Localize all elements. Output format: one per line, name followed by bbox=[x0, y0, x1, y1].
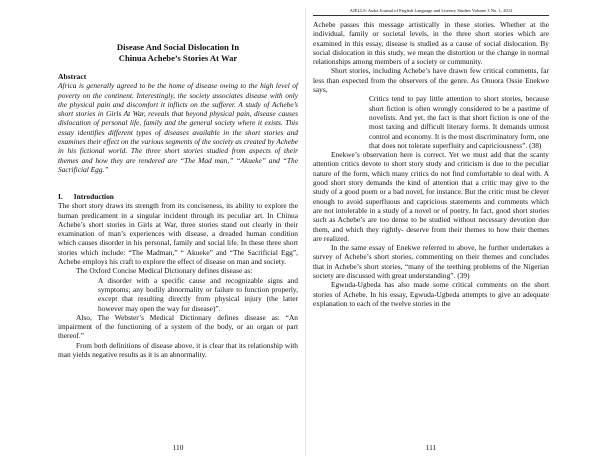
intro-paragraph: The short story draws its strength from its conciseness, its ability to explore the human predicament in a singular incident through its peculiar art. In Chinua Achebe’s short stories in Girls at War, three stories stand out clearly in their examination of man’s experiences with disease, a dreaded human condition which causes disorder in his personal, family and social life. In these three short stories which include: “The Madman,” “ Akueke” and “The Sacrificial Egg”, Achebe employs his craft to explore the effect of disease on man and society. bbox=[58, 201, 298, 267]
abstract-block bbox=[58, 72, 298, 174]
paragraph-3: Enekwe’s observation here is correct. Yet we must add that the scanty attention critics devote to short story study and criticism is due to the peculiar nature of the form, which many critics do not find comfortable to deal with. A good short story demands the kind of attention that a critic may give to the study of a good poem or a bad novel, for instance. But the critic must be clever enough to avoid superfluous and capricious statements and comments which are not intolerable in a study of a novel or of poetry. In fact, good short stories such as Achebe’s are too dense to be studied without necessary devotion due them, and which they rightly- deserve from their themes to how their themes are realized. bbox=[313, 150, 549, 243]
paragraph-2: Short stories, including Achebe’s have drawn few critical comments, far less than expected from the observers of the genre. As Onuora Ossie Enekwe says, bbox=[313, 66, 549, 95]
paragraph-1: Achebe passes this message artistically in these stories. Whether at the individual, family or societal levels, in the three short stories which are examined in this essay, disease is studied as a cause of social dislocation. By social dislocation in this study, we mean the distortion or the change in normal relationships among members of a society or community. bbox=[313, 20, 549, 67]
final-paragraph: From both definitions of disease above, it is clear that its relationship with man yields negative results as it is an abnormality. bbox=[58, 340, 298, 360]
journal-header: AJELLS: Awka Journal of English Language and Literary Studies Volume 3 No. 1, 2012 bbox=[313, 8, 549, 16]
paragraph-5: Egwuda-Ugbeda has also made some critical comments on the short stories of Achebe. In his essay, Egwuda-Ugbeda attempts to give an adequate explanation to each of the twelve stories in the bbox=[313, 280, 549, 308]
page-number-right: 111 bbox=[425, 442, 437, 452]
introduction-block bbox=[58, 192, 298, 359]
title-line-1: Disease And Social Dislocation In bbox=[116, 42, 240, 52]
enekwe-quote: Critics tend to pay little attention to short stories, because short fiction is often wrongly considered to be a pastime of novelists. And yet, the fact is that short fiction is one of the most taxing and difficult literary forms. It demands utmost control and economy. It is the most discriminatory form, one that does not tolerate superfluity and capriciousness”. (38) bbox=[369, 94, 549, 150]
title-line-2: Chinua Achebe’s Stories At War bbox=[118, 53, 238, 63]
abstract-text: Africa is generally agreed to be the home of disease owing to the high level of poverty on the continent. Interestingly, the society associates disease with only the physical pain and discomfort it inflicts on the sufferer. A study of Achebe’s short stories in Girls At War, reveals that beyond physical pain, disease causes dislocation of personal life, family and the general society where it exists. This essay identifies different types of diseases available in the short stories and examines their effect on the various segments of the society as created by Achebe in his fictional world. The three short stories studied from aspects of their themes and how they are rendered are “The Mad man,” “Akueke” and “The Sacrificial Egg.” bbox=[58, 81, 298, 174]
webster-paragraph: Also, The Webster’s Medical Dictionary defines disease as: “An impairment of the functioning of a system of the body, or an organ or part thereof.” bbox=[58, 312, 298, 341]
section-heading: I. Introduction bbox=[58, 192, 114, 201]
oxford-quote: A disorder with a specific cause and recognizable signs and symptoms; any bodily abnormality or failure to function properly, except that resulting directly from physical injury (the latter however may open the way for disease)”. bbox=[98, 275, 298, 313]
oxford-paragraph: The Oxford Concise Medical Dictionary defines disease as: bbox=[76, 266, 253, 276]
abstract-heading: Abstract bbox=[58, 72, 87, 81]
right-body bbox=[313, 20, 549, 308]
right-page bbox=[313, 0, 549, 464]
left-page bbox=[58, 0, 298, 464]
page-number-left: 110 bbox=[172, 442, 184, 452]
article-title bbox=[58, 42, 298, 64]
paragraph-4: In the same essay of Enekwe referred to above, he further undertakes a survey of Achebe’s short stories, commenting on their themes and concludes that in Achebe’s short stories, “many of the teething problems of the Nigerian society are discussed with great understanding”. (39) bbox=[313, 243, 549, 281]
gutter-divider bbox=[305, 8, 306, 456]
